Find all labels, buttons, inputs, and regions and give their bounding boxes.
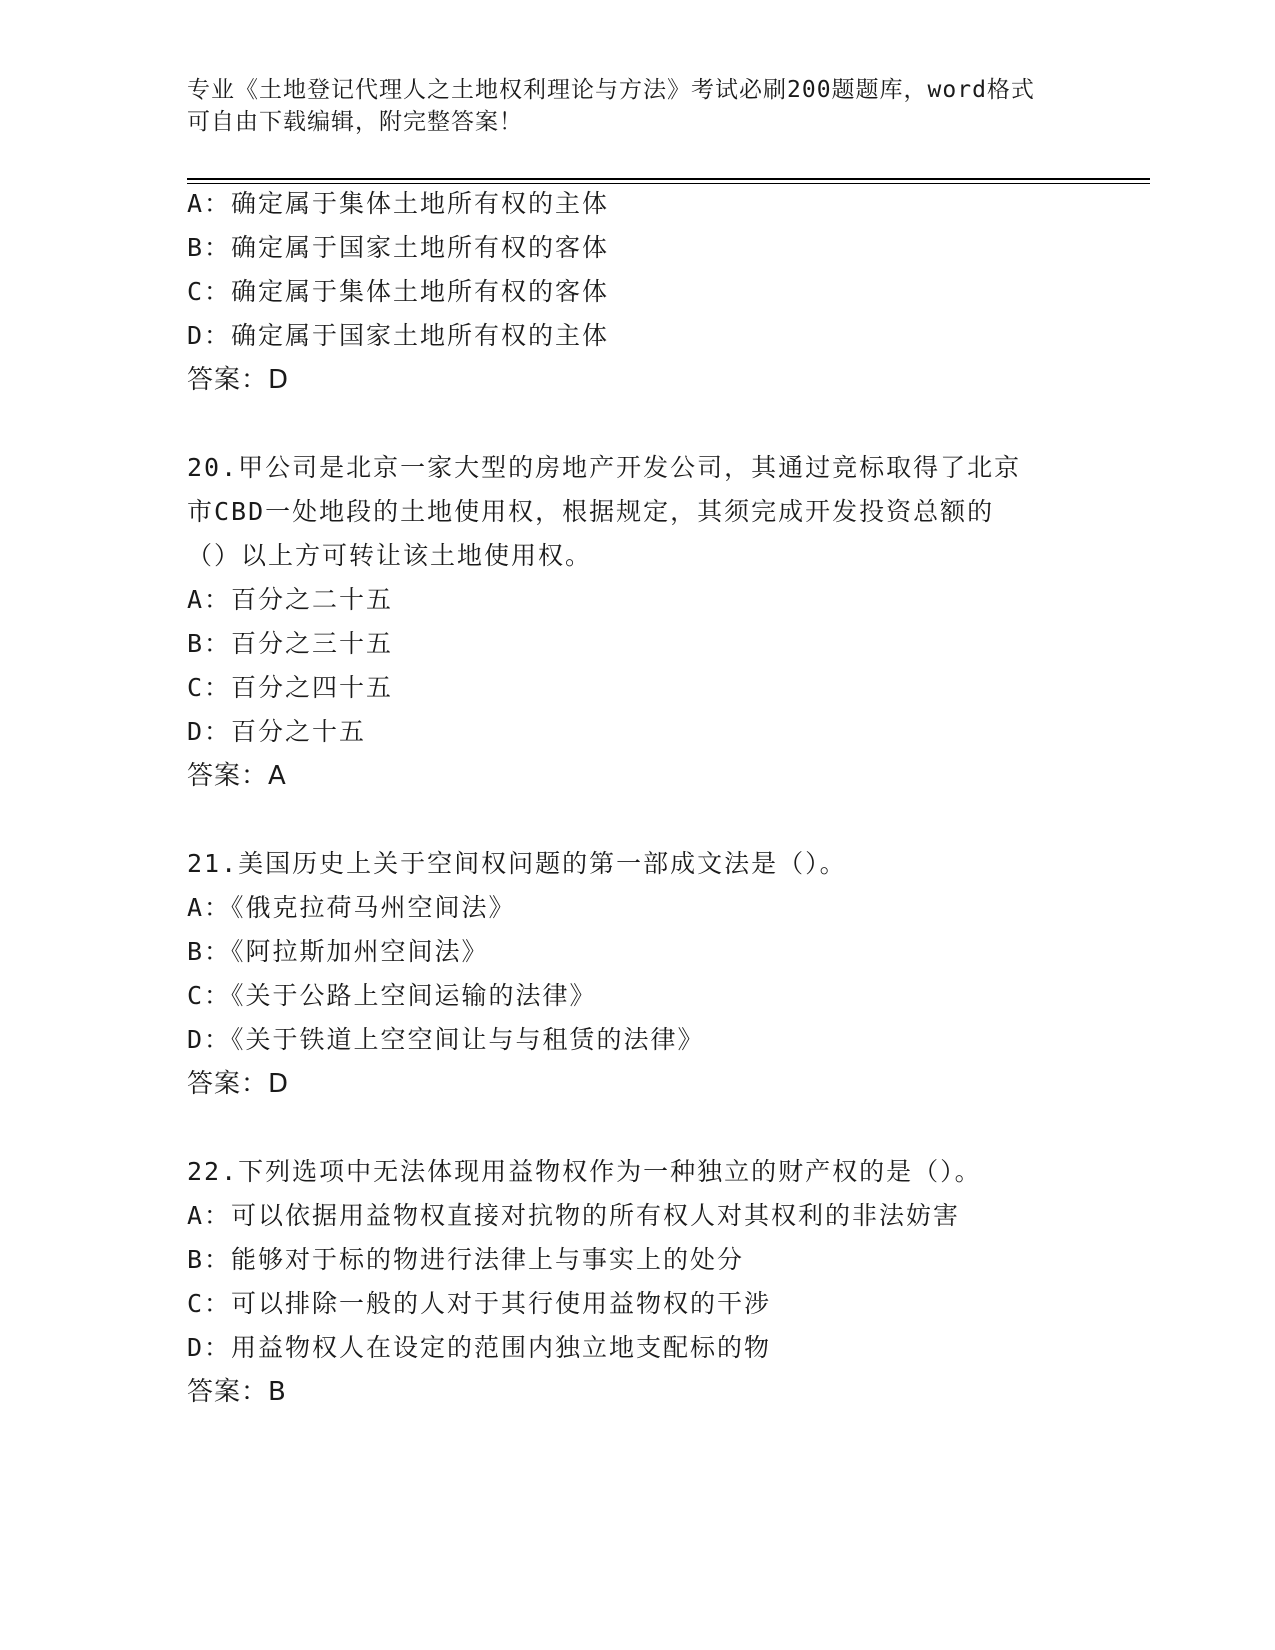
question-stem-line: （）以上方可转让该土地使用权。: [187, 541, 593, 570]
header-divider-thick: [187, 178, 1150, 180]
option-c: C：可以排除一般的人对于其行使用益物权的干涉: [187, 1289, 772, 1318]
answer-line: 答案：A: [187, 761, 287, 791]
option-c: C：确定属于集体土地所有权的客体: [187, 277, 610, 306]
header-title-line-2: 可自由下载编辑，附完整答案！: [187, 109, 523, 135]
option-d: D：《关于铁道上空空间让与与租赁的法律》: [187, 1025, 705, 1054]
answer-line: 答案：D: [187, 1069, 290, 1099]
question-stem-line: 市CBD一处地段的土地使用权，根据规定，其须完成开发投资总额的: [187, 497, 995, 526]
answer-line: 答案：D: [187, 365, 290, 395]
option-a: A：确定属于集体土地所有权的主体: [187, 189, 610, 218]
option-a: A：《俄克拉荷马州空间法》: [187, 893, 516, 922]
question-stem-line: 20.甲公司是北京一家大型的房地产开发公司，其通过竞标取得了北京: [187, 453, 1022, 482]
question-stem-line: 22.下列选项中无法体现用益物权作为一种独立的财产权的是（）。: [187, 1157, 982, 1186]
option-b: B：确定属于国家土地所有权的客体: [187, 233, 610, 262]
option-c: C：百分之四十五: [187, 673, 394, 702]
header-title-line-1: 专业《土地登记代理人之土地权利理论与方法》考试必刷200题题库，word格式: [187, 77, 1035, 103]
option-d: D：用益物权人在设定的范围内独立地支配标的物: [187, 1333, 772, 1362]
header-divider-thin: [187, 183, 1150, 184]
question-stem-line: 21.美国历史上关于空间权问题的第一部成文法是（）。: [187, 849, 847, 878]
option-a: A：百分之二十五: [187, 585, 394, 614]
option-b: B：百分之三十五: [187, 629, 394, 658]
option-d: D：百分之十五: [187, 717, 367, 746]
option-c: C：《关于公路上空间运输的法律》: [187, 981, 597, 1010]
option-a: A：可以依据用益物权直接对抗物的所有权人对其权利的非法妨害: [187, 1201, 961, 1230]
document-header: [187, 74, 1087, 138]
option-b: B：《阿拉斯加州空间法》: [187, 937, 489, 966]
option-d: D：确定属于国家土地所有权的主体: [187, 321, 610, 350]
option-b: B：能够对于标的物进行法律上与事实上的处分: [187, 1245, 745, 1274]
answer-line: 答案：B: [187, 1377, 287, 1407]
